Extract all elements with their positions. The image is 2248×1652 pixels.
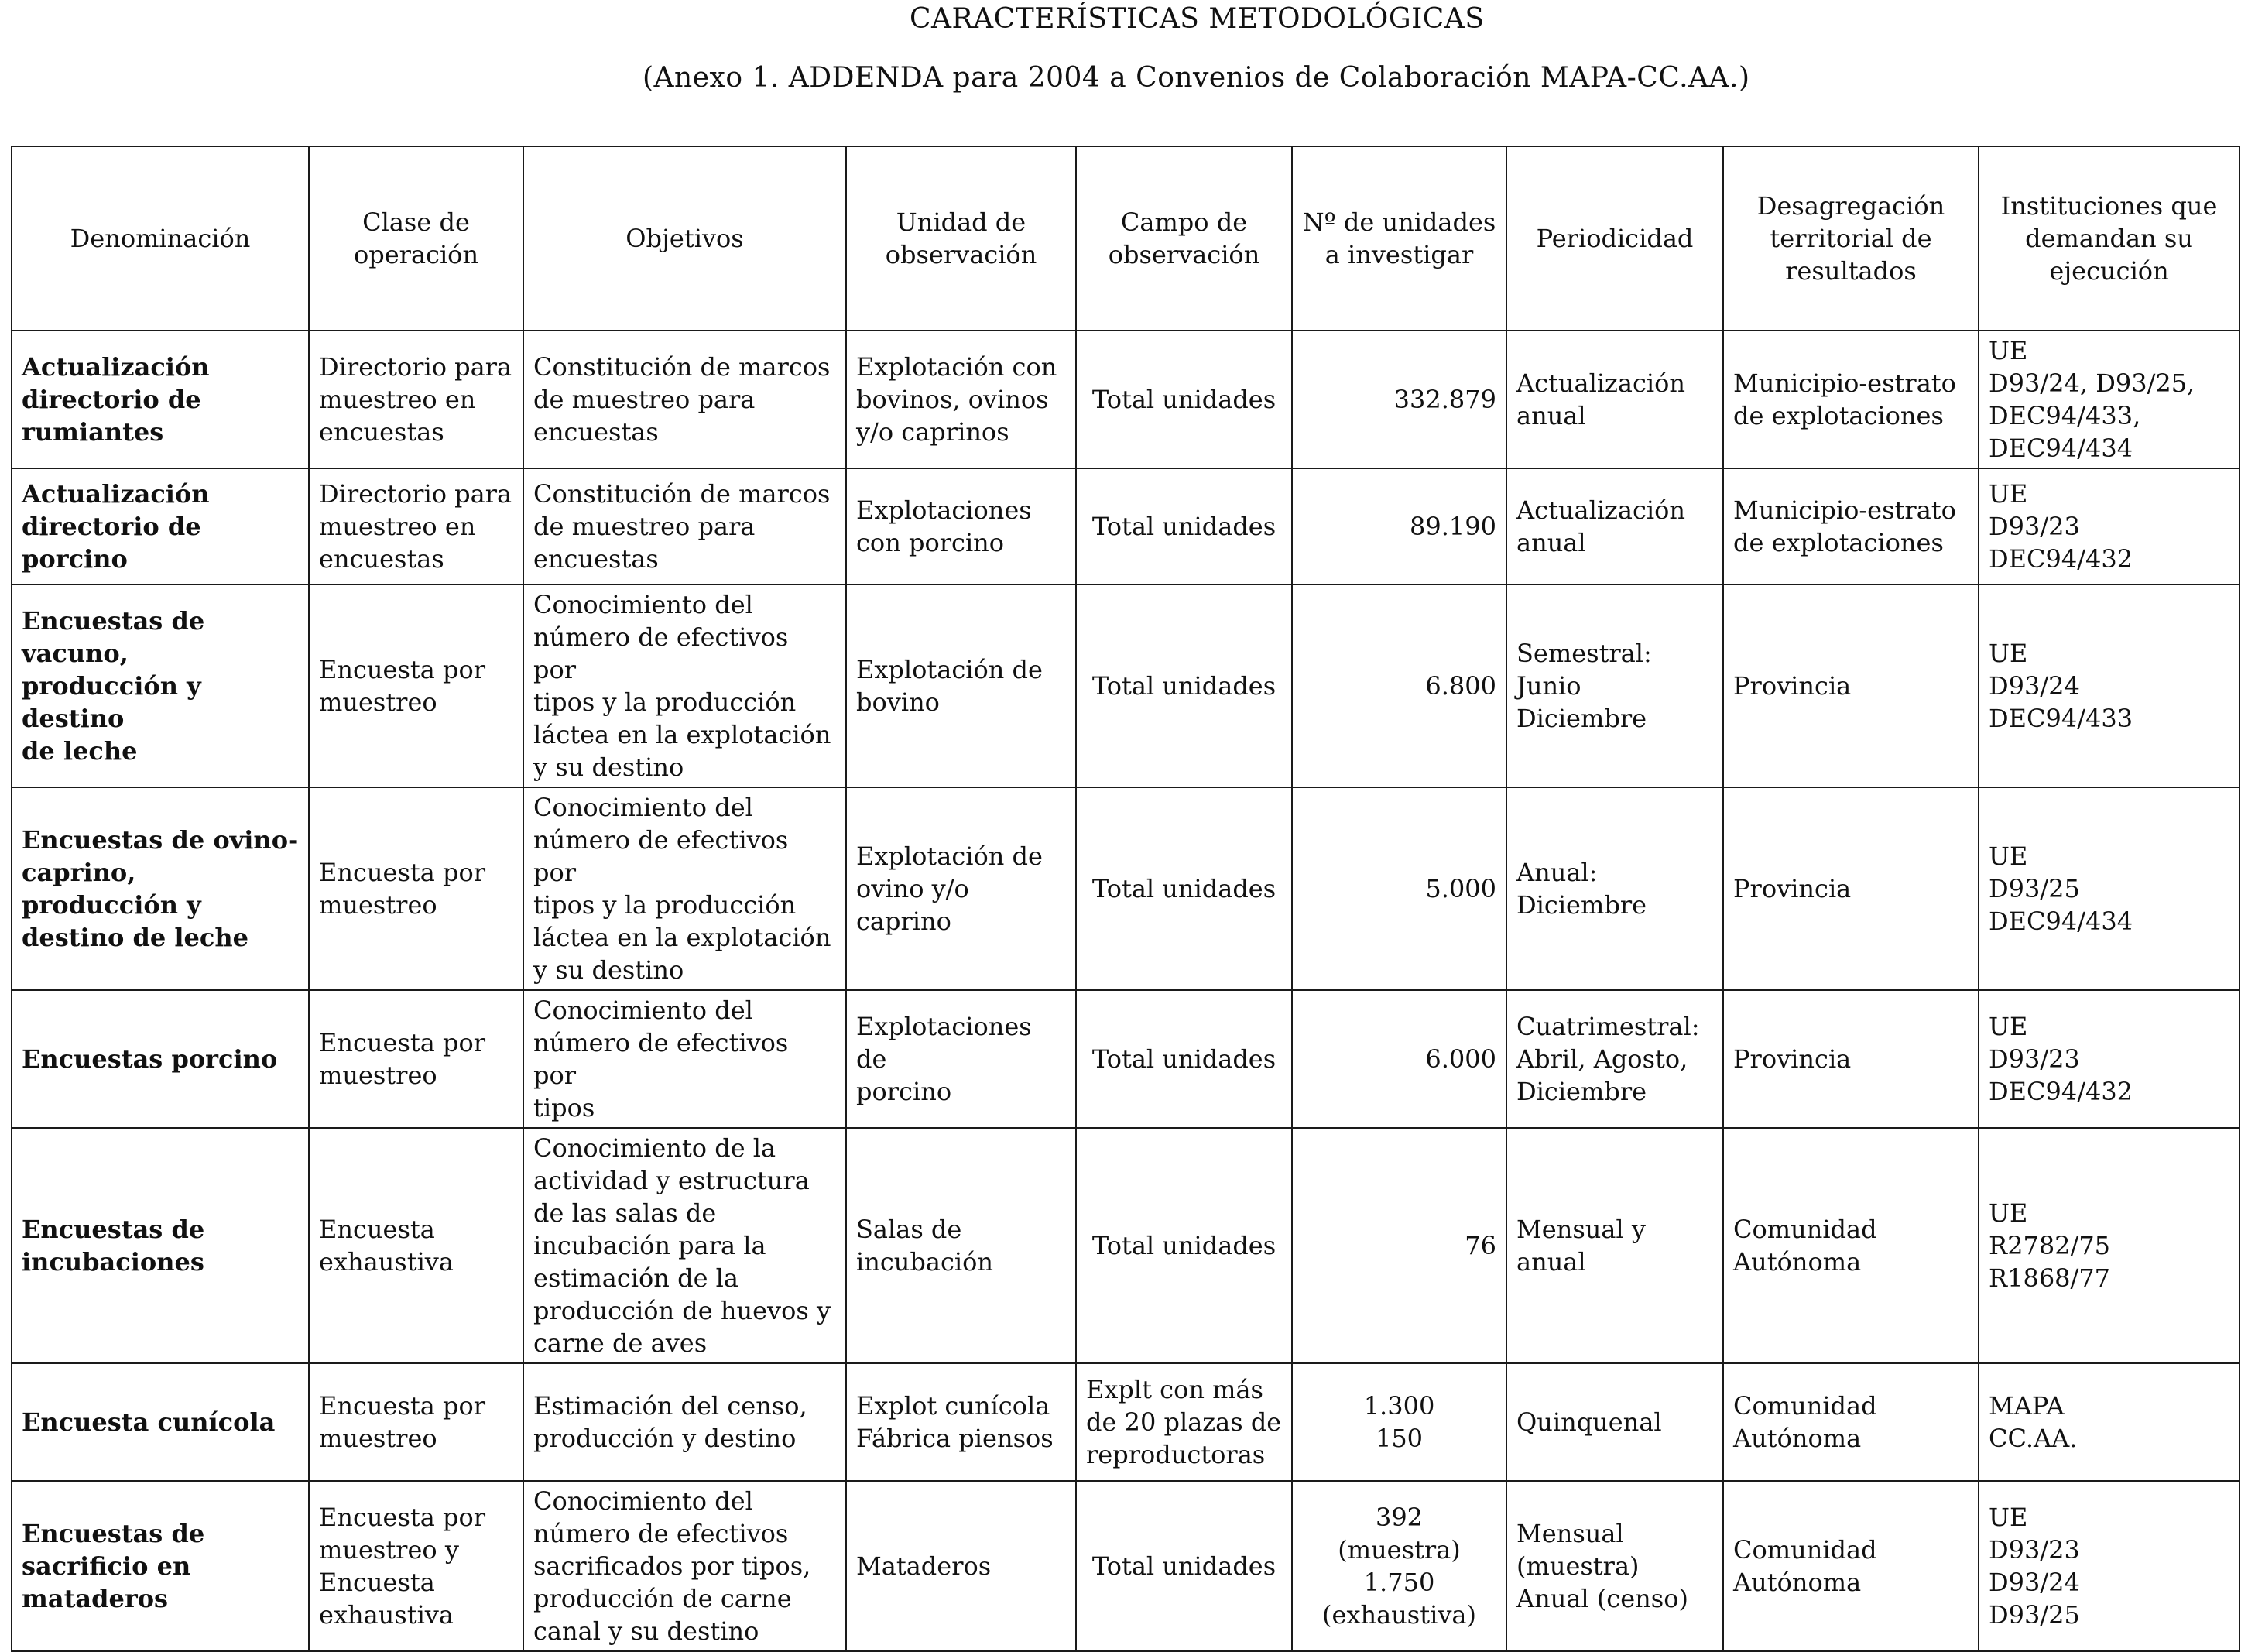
cell-unidad: Explotación con bovinos, ovinos y/o caprinos bbox=[846, 331, 1076, 468]
methodology-table bbox=[11, 146, 2240, 1652]
column-header: Instituciones que demandan su ejecución bbox=[1979, 146, 2239, 331]
cell-unidad: Explot cunícola Fábrica piensos bbox=[846, 1363, 1076, 1481]
cell-numero: 332.879 bbox=[1292, 331, 1506, 468]
cell-unidad: Explotaciones de porcino bbox=[846, 990, 1076, 1128]
cell-periodicidad: Anual: Diciembre bbox=[1506, 787, 1723, 990]
cell-objetivos: Constitución de marcos de muestreo para encuestas bbox=[523, 468, 846, 584]
cell-objetivos: Conocimiento del número de efectivos por tipos bbox=[523, 990, 846, 1128]
cell-instituciones: MAPA CC.AA. bbox=[1979, 1363, 2239, 1481]
table-row bbox=[12, 331, 2239, 468]
cell-unidad: Explotaciones con porcino bbox=[846, 468, 1076, 584]
column-header: Unidad de observación bbox=[846, 146, 1076, 331]
cell-periodicidad: Quinquenal bbox=[1506, 1363, 1723, 1481]
table-row bbox=[12, 1363, 2239, 1481]
cell-clase: Directorio para muestreo en encuestas bbox=[309, 331, 523, 468]
cell-instituciones: UE D93/23 DEC94/432 bbox=[1979, 468, 2239, 584]
cell-desagregacion: Comunidad Autónoma bbox=[1723, 1481, 1979, 1651]
cell-campo: Total unidades bbox=[1076, 468, 1292, 584]
column-header: Periodicidad bbox=[1506, 146, 1723, 331]
cell-denominacion: Encuesta cunícola bbox=[12, 1363, 309, 1481]
cell-desagregacion: Comunidad Autónoma bbox=[1723, 1363, 1979, 1481]
cell-desagregacion: Provincia bbox=[1723, 584, 1979, 787]
cell-denominacion: Actualización directorio de porcino bbox=[12, 468, 309, 584]
cell-objetivos: Estimación del censo, producción y destino bbox=[523, 1363, 846, 1481]
cell-desagregacion: Comunidad Autónoma bbox=[1723, 1128, 1979, 1363]
cell-denominacion: Actualización directorio de rumiantes bbox=[12, 331, 309, 468]
cell-desagregacion: Municipio-estrato de explotaciones bbox=[1723, 468, 1979, 584]
cell-objetivos: Conocimiento del número de efectivos sacrificados por tipos, producción de carne canal y su destino bbox=[523, 1481, 846, 1651]
header-row bbox=[12, 146, 2239, 331]
cell-objetivos: Conocimiento del número de efectivos por tipos y la producción láctea en la explotación y su destino bbox=[523, 584, 846, 787]
table-row bbox=[12, 1128, 2239, 1363]
column-header: Objetivos bbox=[523, 146, 846, 331]
cell-numero: 1.300 150 bbox=[1292, 1363, 1506, 1481]
cell-unidad: Mataderos bbox=[846, 1481, 1076, 1651]
cell-desagregacion: Provincia bbox=[1723, 990, 1979, 1128]
cell-clase: Encuesta por muestreo bbox=[309, 787, 523, 990]
cell-periodicidad: Semestral: Junio Diciembre bbox=[1506, 584, 1723, 787]
cell-objetivos: Conocimiento del número de efectivos por tipos y la producción láctea en la explotación y su destino bbox=[523, 787, 846, 990]
cell-clase: Encuesta exhaustiva bbox=[309, 1128, 523, 1363]
column-header: Denominación bbox=[12, 146, 309, 331]
cell-campo: Total unidades bbox=[1076, 331, 1292, 468]
column-header: Desagregación territorial de resultados bbox=[1723, 146, 1979, 331]
cell-objetivos: Conocimiento de la actividad y estructura de las salas de incubación para la estimación de la producción de huevos y carne de aves bbox=[523, 1128, 846, 1363]
cell-campo: Total unidades bbox=[1076, 1128, 1292, 1363]
cell-denominacion: Encuestas porcino bbox=[12, 990, 309, 1128]
page-subtitle: (Anexo 1. ADDENDA para 2004 a Convenios de Colaboración MAPA-CC.AA.) bbox=[643, 62, 1750, 94]
column-header: Clase de operación bbox=[309, 146, 523, 331]
cell-unidad: Explotación de ovino y/o caprino bbox=[846, 787, 1076, 990]
cell-objetivos: Constitución de marcos de muestreo para encuestas bbox=[523, 331, 846, 468]
cell-periodicidad: Actualización anual bbox=[1506, 468, 1723, 584]
column-header: Campo de observación bbox=[1076, 146, 1292, 331]
cell-numero: 392 (muestra) 1.750 (exhaustiva) bbox=[1292, 1481, 1506, 1651]
cell-clase: Encuesta por muestreo bbox=[309, 1363, 523, 1481]
cell-unidad: Salas de incubación bbox=[846, 1128, 1076, 1363]
cell-campo: Total unidades bbox=[1076, 787, 1292, 990]
cell-instituciones: UE D93/23 DEC94/432 bbox=[1979, 990, 2239, 1128]
cell-campo: Total unidades bbox=[1076, 990, 1292, 1128]
cell-campo: Total unidades bbox=[1076, 584, 1292, 787]
column-header: Nº de unidades a investigar bbox=[1292, 146, 1506, 331]
cell-numero: 6.000 bbox=[1292, 990, 1506, 1128]
cell-unidad: Explotación de bovino bbox=[846, 584, 1076, 787]
cell-instituciones: UE D93/24 DEC94/433 bbox=[1979, 584, 2239, 787]
cell-periodicidad: Mensual y anual bbox=[1506, 1128, 1723, 1363]
cell-periodicidad: Cuatrimestral: Abril, Agosto, Diciembre bbox=[1506, 990, 1723, 1128]
cell-clase: Encuesta por muestreo bbox=[309, 990, 523, 1128]
cell-denominacion: Encuestas de vacuno, producción y destino de leche bbox=[12, 584, 309, 787]
cell-instituciones: UE D93/24, D93/25, DEC94/433, DEC94/434 bbox=[1979, 331, 2239, 468]
page-title: CARACTERÍSTICAS METODOLÓGICAS bbox=[910, 3, 1485, 35]
cell-instituciones: UE D93/25 DEC94/434 bbox=[1979, 787, 2239, 990]
table-row bbox=[12, 584, 2239, 787]
cell-periodicidad: Mensual (muestra) Anual (censo) bbox=[1506, 1481, 1723, 1651]
cell-instituciones: UE D93/23 D93/24 D93/25 bbox=[1979, 1481, 2239, 1651]
table-row bbox=[12, 990, 2239, 1128]
cell-denominacion: Encuestas de ovino- caprino, producción y destino de leche bbox=[12, 787, 309, 990]
cell-desagregacion: Municipio-estrato de explotaciones bbox=[1723, 331, 1979, 468]
cell-numero: 5.000 bbox=[1292, 787, 1506, 990]
cell-campo: Total unidades bbox=[1076, 1481, 1292, 1651]
cell-clase: Directorio para muestreo en encuestas bbox=[309, 468, 523, 584]
cell-periodicidad: Actualización anual bbox=[1506, 331, 1723, 468]
cell-denominacion: Encuestas de sacrificio en mataderos bbox=[12, 1481, 309, 1651]
table-row bbox=[12, 787, 2239, 990]
cell-clase: Encuesta por muestreo y Encuesta exhaustiva bbox=[309, 1481, 523, 1651]
cell-instituciones: UE R2782/75 R1868/77 bbox=[1979, 1128, 2239, 1363]
table-row bbox=[12, 468, 2239, 584]
cell-numero: 6.800 bbox=[1292, 584, 1506, 787]
cell-desagregacion: Provincia bbox=[1723, 787, 1979, 990]
cell-denominacion: Encuestas de incubaciones bbox=[12, 1128, 309, 1363]
cell-clase: Encuesta por muestreo bbox=[309, 584, 523, 787]
cell-numero: 89.190 bbox=[1292, 468, 1506, 584]
cell-campo: Explt con más de 20 plazas de reproductoras bbox=[1076, 1363, 1292, 1481]
table-row bbox=[12, 1481, 2239, 1651]
cell-numero: 76 bbox=[1292, 1128, 1506, 1363]
